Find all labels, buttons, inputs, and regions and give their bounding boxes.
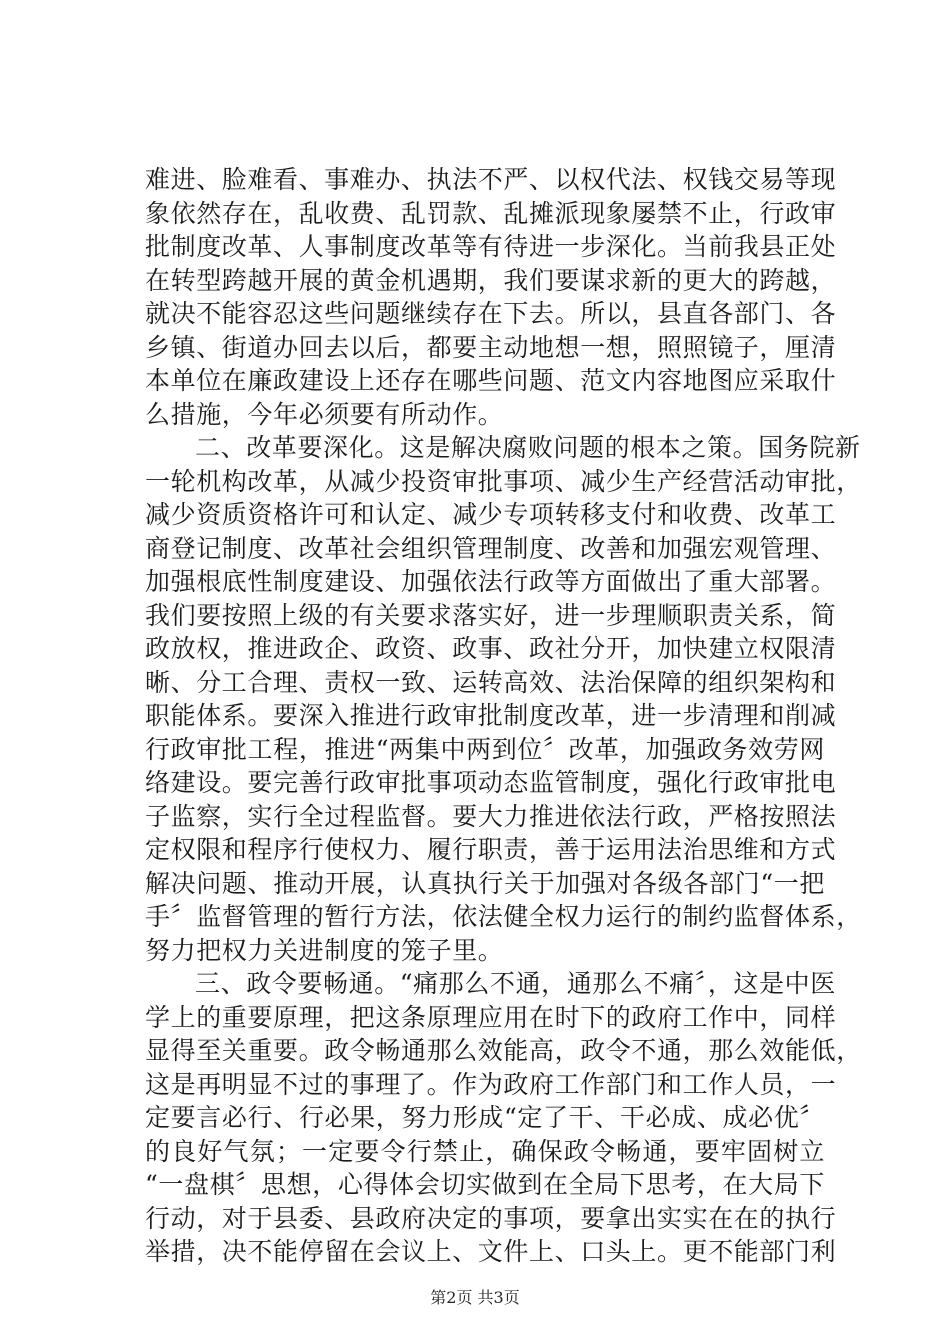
text-line: 手〞监督管理的暂行方法，依法健全权力运行的制约监督体系，: [145, 902, 862, 931]
text-line: 定要言必行、行必果，努力形成“定了干、干必成、成必优〞: [145, 1103, 825, 1132]
text-line: 这是再明显不过的事理了。作为政府工作部门和工作人员，一: [145, 1069, 837, 1099]
text-line: 职能体系。要深入推进行政审批制度改革，进一步清理和削减: [145, 701, 837, 730]
text-line: 在转型跨越开展的黄金机遇期，我们要谋求新的更大的跨越，: [145, 265, 837, 295]
text-line: 学上的重要原理，把这条原理应用在时下的政府工作中，同样: [145, 1002, 837, 1032]
text-line: 行政审批工程，推进“两集中两到位〞改革，加强政务效劳网: [145, 734, 825, 764]
text-line: 么措施，今年必须要有所动作。: [145, 399, 504, 429]
paragraph-2: [145, 431, 862, 967]
body-text: [145, 163, 862, 1269]
page-footer: [0, 1285, 950, 1308]
text-line: 努力把权力关进制度的笼子里。: [145, 935, 504, 965]
page-number-label: 第2页 共3页: [430, 1288, 520, 1307]
text-line: 象依然存在，乱收费、乱罚款、乱摊派现象屡禁不止，行政审: [145, 198, 837, 228]
text-line: 加强根底性制度建设、加强依法行政等方面做出了重大部署。: [145, 567, 837, 596]
text-line: 就决不能容忍这些问题继续存在下去。所以，县直各部门、各: [145, 299, 837, 328]
text-line: 减少资质资格许可和认定、减少专项转移支付和收费、改革工: [145, 500, 837, 529]
text-line: 政放权，推进政企、政资、政事、政社分开，加快建立权限清: [145, 634, 837, 663]
text-line: 批制度改革、人事制度改革等有待进一步深化。当前我县正处: [145, 232, 837, 261]
text-line: “一盘棋〞思想，心得体会切实做到在全局下思考，在大局下: [145, 1170, 825, 1199]
text-line: 二、改革要深化。这是解决腐败问题的根本之策。国务院新: [195, 433, 861, 462]
text-line: 晰、分工合理、责权一致、运转高效、法治保障的组织架构和: [145, 667, 837, 697]
text-line: 举措，决不能停留在会议上、文件上、口头上。更不能部门利: [145, 1237, 837, 1266]
text-line: 本单位在廉政建设上还存在哪些问题、范文内容地图应采取什: [145, 366, 837, 395]
text-line: 乡镇、街道办回去以后，都要主动地想一想，照照镜子，厘清: [145, 332, 837, 362]
paragraph-1: [145, 163, 837, 431]
paragraph-3: [145, 967, 862, 1269]
text-line: 解决问题、推动开展，认真执行关于加强对各级各部门“一把: [145, 868, 825, 898]
text-line: 三、政令要畅通。“痛那么不通，通那么不痛〞，这是中医: [195, 969, 836, 998]
text-line: 商登记制度、改革社会组织管理制度、改善和加强宏观管理、: [145, 533, 837, 563]
text-line: 行动，对于县委、县政府决定的事项，要拿出实实在在的执行: [145, 1203, 837, 1233]
text-line: 我们要按照上级的有关要求落实好，进一步理顺职责关系，简: [145, 600, 837, 630]
text-line: 定权限和程序行使权力、履行职责，善于运用法治思维和方式: [145, 835, 837, 864]
text-line: 难进、脸难看、事难办、执法不严、以权代法、权钱交易等现: [145, 165, 837, 194]
text-line: 一轮机构改革，从减少投资审批事项、减少生产经营活动审批，: [145, 466, 862, 496]
text-line: 子监察，实行全过程监督。要大力推进依法行政，严格按照法: [145, 801, 837, 831]
text-line: 显得至关重要。政令畅通那么效能高，政令不通，那么效能低，: [145, 1036, 862, 1065]
text-line: 的良好气氛；一定要令行禁止，确保政令畅通，要牢固树立: [145, 1136, 825, 1166]
text-line: 络建设。要完善行政审批事项动态监管制度，强化行政审批电: [145, 768, 837, 797]
